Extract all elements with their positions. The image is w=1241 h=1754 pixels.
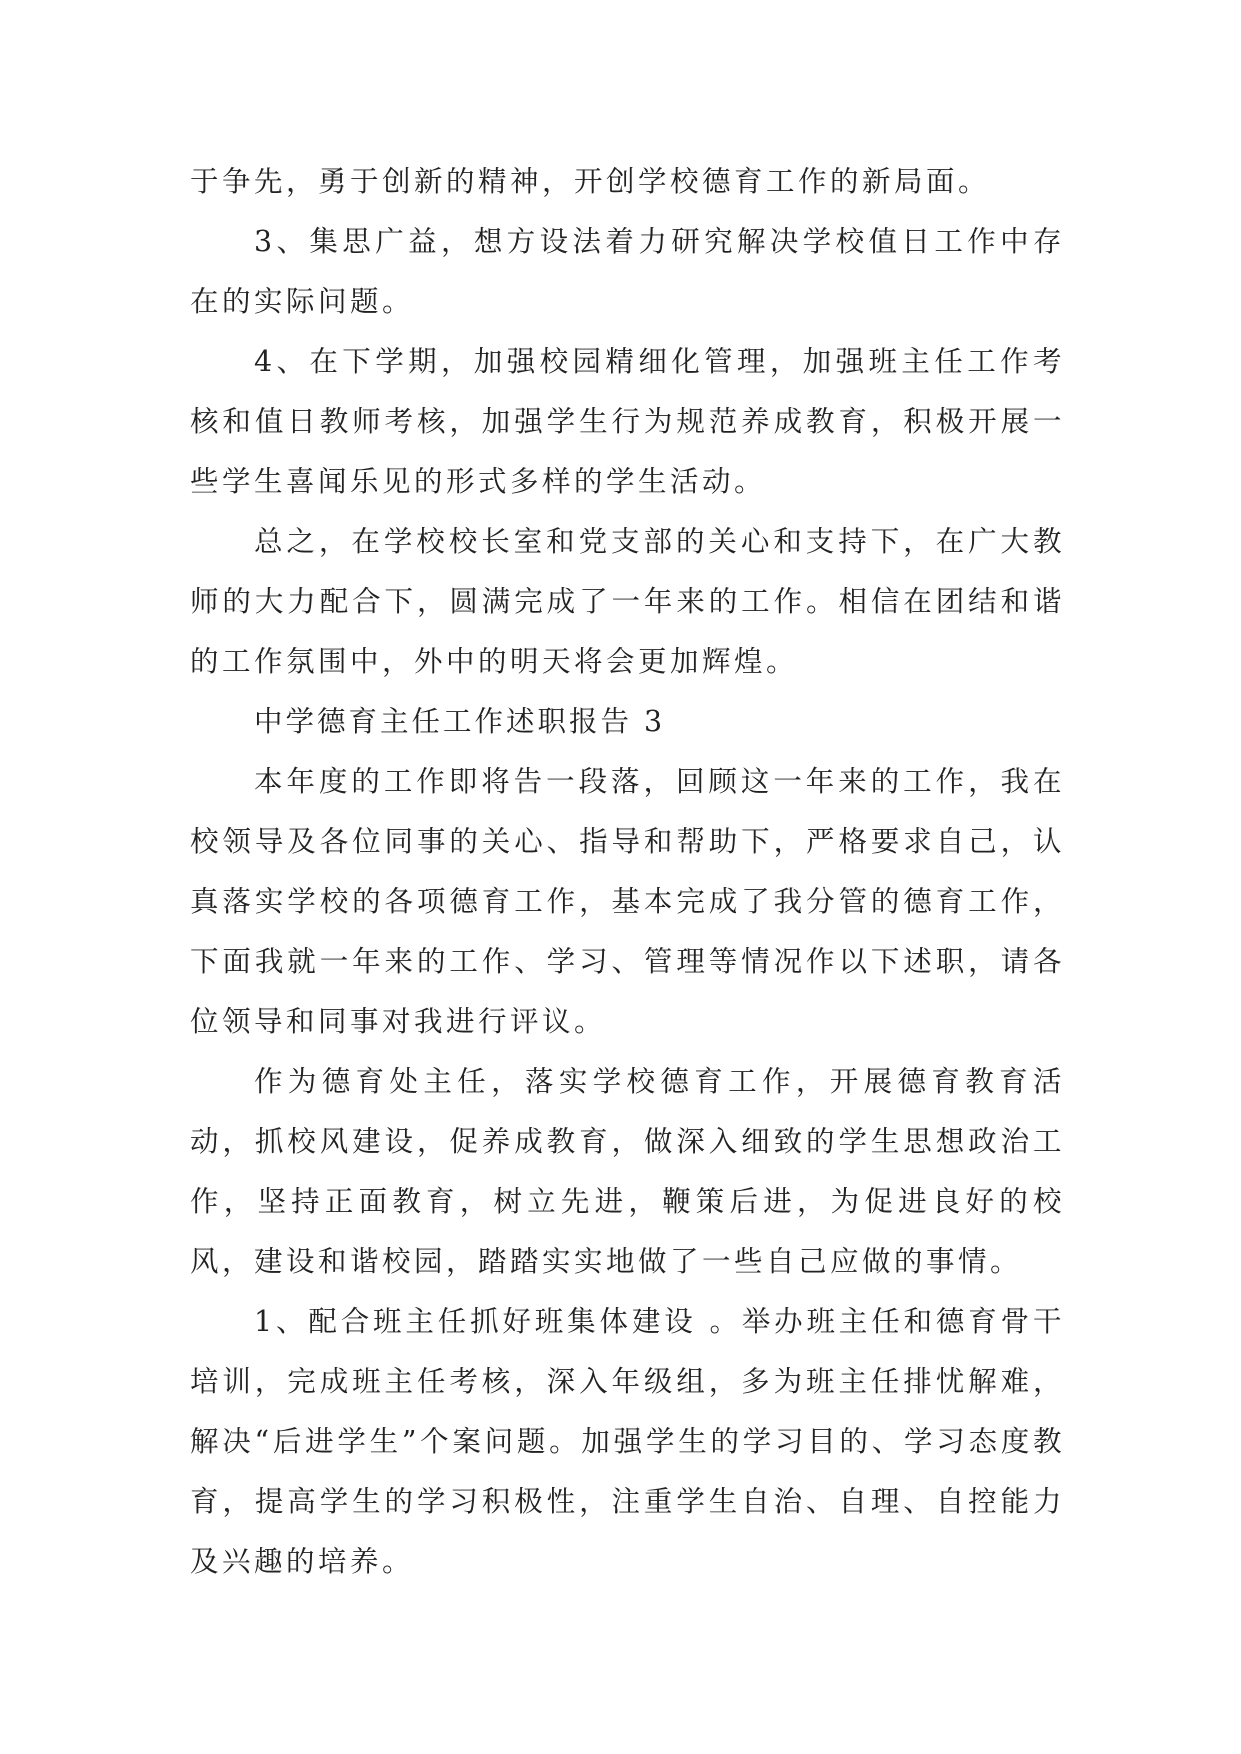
paragraph-item-3: 3、集思广益，想方设法着力研究解决学校值日工作中存在的实际问题。 — [190, 225, 1065, 318]
paragraph-item-4: 4、在下学期，加强校园精细化管理，加强班主任工作考核和值日教师考核，加强学生行为规范养成教育，积极开展一些学生喜闻乐见的形式多样的学生活动。 — [190, 345, 1065, 498]
paragraph-continuation: 于争先，勇于创新的精神，开创学校德育工作的新局面。 — [190, 165, 991, 198]
paragraph-intro: 本年度的工作即将告一段落，回顾这一年来的工作，我在校领导及各位同事的关心、指导和帮助下，严格要求自己，认真落实学校的各项德育工作，基本完成了我分管的德育工作，下面我就一年来的工作、学习、管理等情况作以下述职，请各位领导和同事对我进行评议。 — [190, 765, 1065, 1038]
paragraph-role: 作为德育处主任，落实学校德育工作，开展德育教育活动，抓校风建设，促养成教育，做深入细致的学生思想政治工作，坚持正面教育，树立先进，鞭策后进，为促进良好的校风，建设和谐校园，踏踏实实地做了一些自己应做的事情。 — [190, 1065, 1065, 1278]
section-heading: 中学德育主任工作述职报告 3 — [254, 705, 666, 738]
document-body — [190, 152, 1065, 1592]
paragraph-item-1: 1、配合班主任抓好班集体建设 。举办班主任和德育骨干培训，完成班主任考核，深入年级组，多为班主任排忧解难，解决“后进学生”个案问题。加强学生的学习目的、学习态度教育，提高学生的学习积极性，注重学生自治、自理、自控能力及兴趣的培养。 — [190, 1305, 1065, 1578]
paragraph-summary: 总之，在学校校长室和党支部的关心和支持下，在广大教师的大力配合下，圆满完成了一年来的工作。相信在团结和谐的工作氛围中，外中的明天将会更加辉煌。 — [190, 525, 1065, 678]
